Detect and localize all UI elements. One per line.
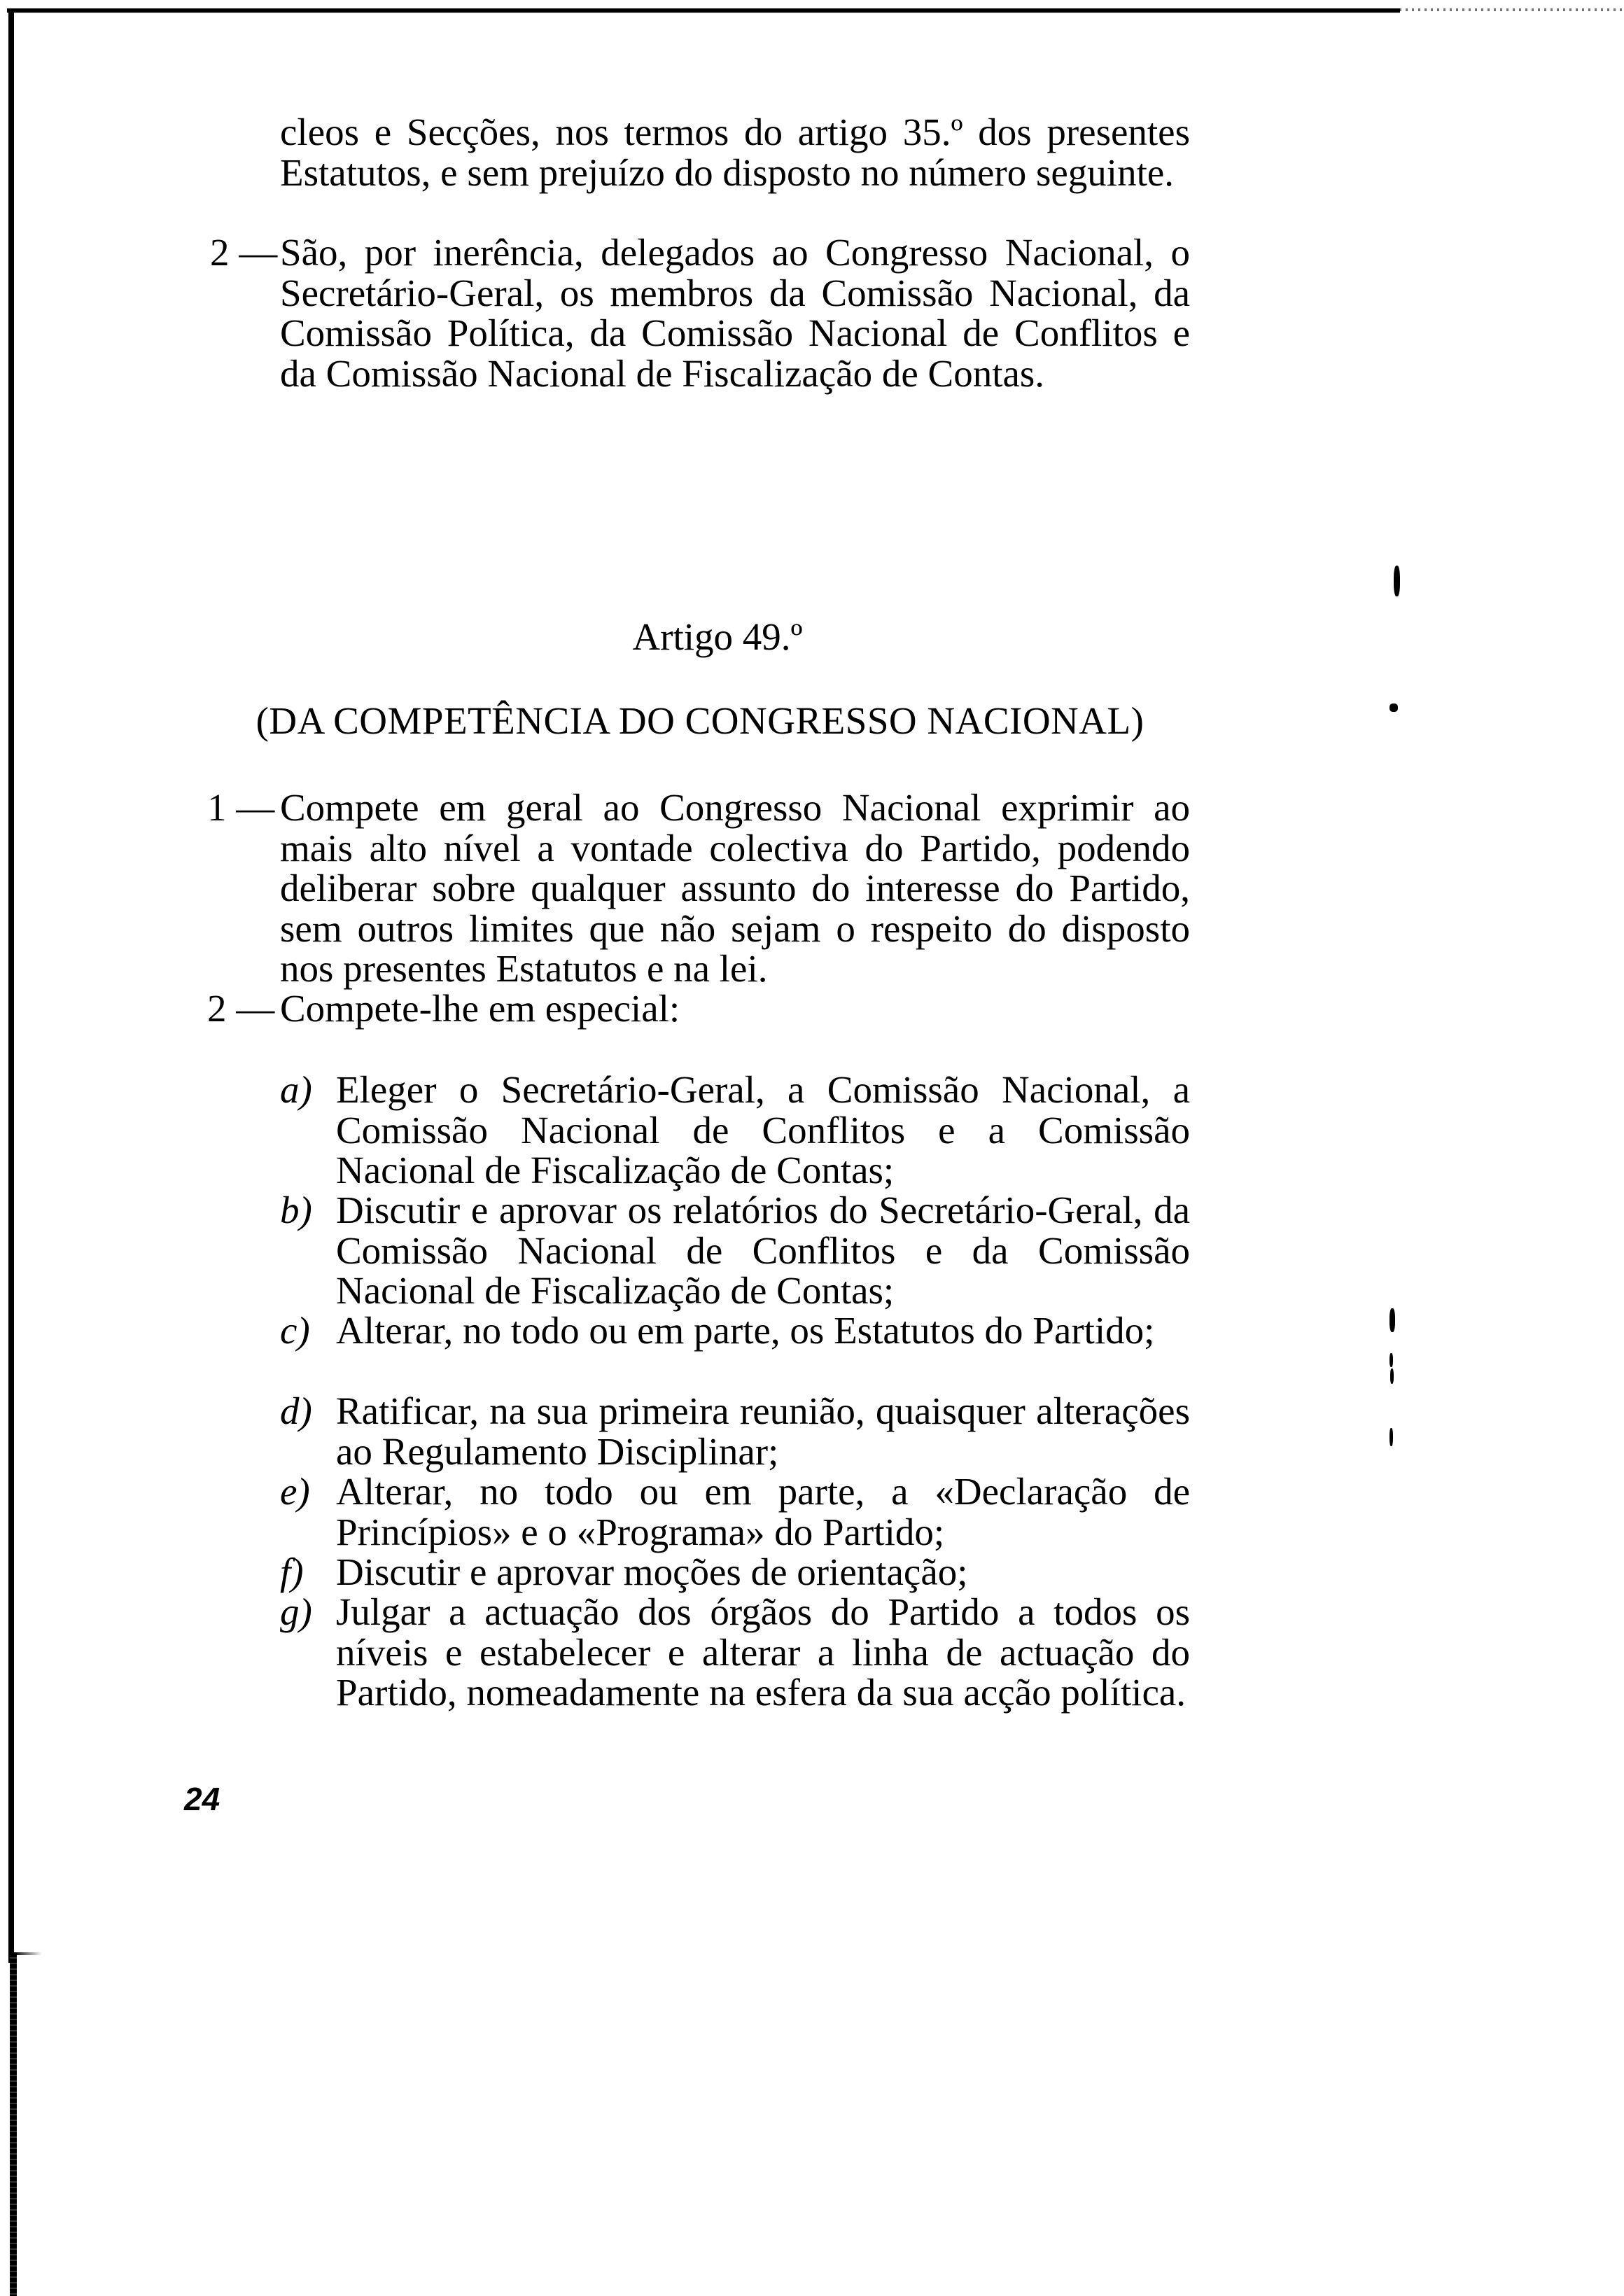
article-subtitle: (DA COMPETÊNCIA DO CONGRESSO NACIONAL) <box>255 699 1144 742</box>
list-item-text: Alterar, no todo ou em parte, os Estatutos do Partido; <box>336 1309 1155 1352</box>
paragraph-text: Compete-lhe em especial: <box>280 987 680 1030</box>
list-item-text: Discutir e aprovar os relatórios do Secretário-Geral, da Comissão Nacional de Conflitos e da Comissão Nacional de Fiscalização de Contas; <box>336 1189 1190 1312</box>
list-item-label: b) <box>280 1189 312 1231</box>
list-item-text: Alterar, no todo ou em parte, a «Declaração de Princípios» e o «Programa» do Partido; <box>336 1470 1190 1553</box>
paragraph-text: Compete em geral ao Congresso Nacional exprimir ao mais alto nível a vontade colectiva do Partido, podendo deliberar sobre qualquer assunto do interesse do Partido, sem outros limites que não sejam o respeito do disposto nos presentes Estatutos e na lei. <box>280 786 1190 990</box>
page-number: 24 <box>184 1781 220 1817</box>
list-item-text: Ratificar, na sua primeira reunião, quaisquer alterações ao Regulamento Disciplinar; <box>336 1390 1190 1473</box>
paragraph-text: São, por inerência, delegados ao Congresso Nacional, o Secretário-Geral, os membros da Comissão Nacional, da Comissão Política, da Comissão Nacional de Conflitos e da Comissão Nacional de Fiscalização de Contas. <box>280 231 1190 395</box>
list-item-label: d) <box>280 1390 312 1432</box>
list-item-text: Eleger o Secretário-Geral, a Comissão Nacional, a Comissão Nacional de Conflitos e a Comissão Nacional de Fiscalização de Contas; <box>336 1068 1190 1191</box>
list-item-text: Discutir e aprovar moções de orientação; <box>336 1550 968 1593</box>
paragraph-number: 2 — <box>210 231 278 274</box>
list-item-label: g) <box>280 1590 312 1633</box>
continuation-paragraph: cleos e Secções, nos termos do artigo 35.º dos presentes Estatutos, e sem prejuízo do disposto no número seguinte. <box>280 111 1190 194</box>
paragraph-number: 2 — <box>207 987 275 1030</box>
paragraph-number: 1 — <box>207 786 275 829</box>
list-item-label: a) <box>280 1068 312 1111</box>
list-item-label: c) <box>280 1309 310 1352</box>
list-item-label: f) <box>280 1550 304 1593</box>
article-title: Artigo 49.º <box>632 615 803 658</box>
list-item-text: Julgar a actuação dos órgãos do Partido a todos os níveis e estabelecer e alterar a linha de actuação do Partido, nomeadamente na esfera da sua acção política. <box>336 1590 1190 1714</box>
list-item-label: e) <box>280 1470 310 1513</box>
